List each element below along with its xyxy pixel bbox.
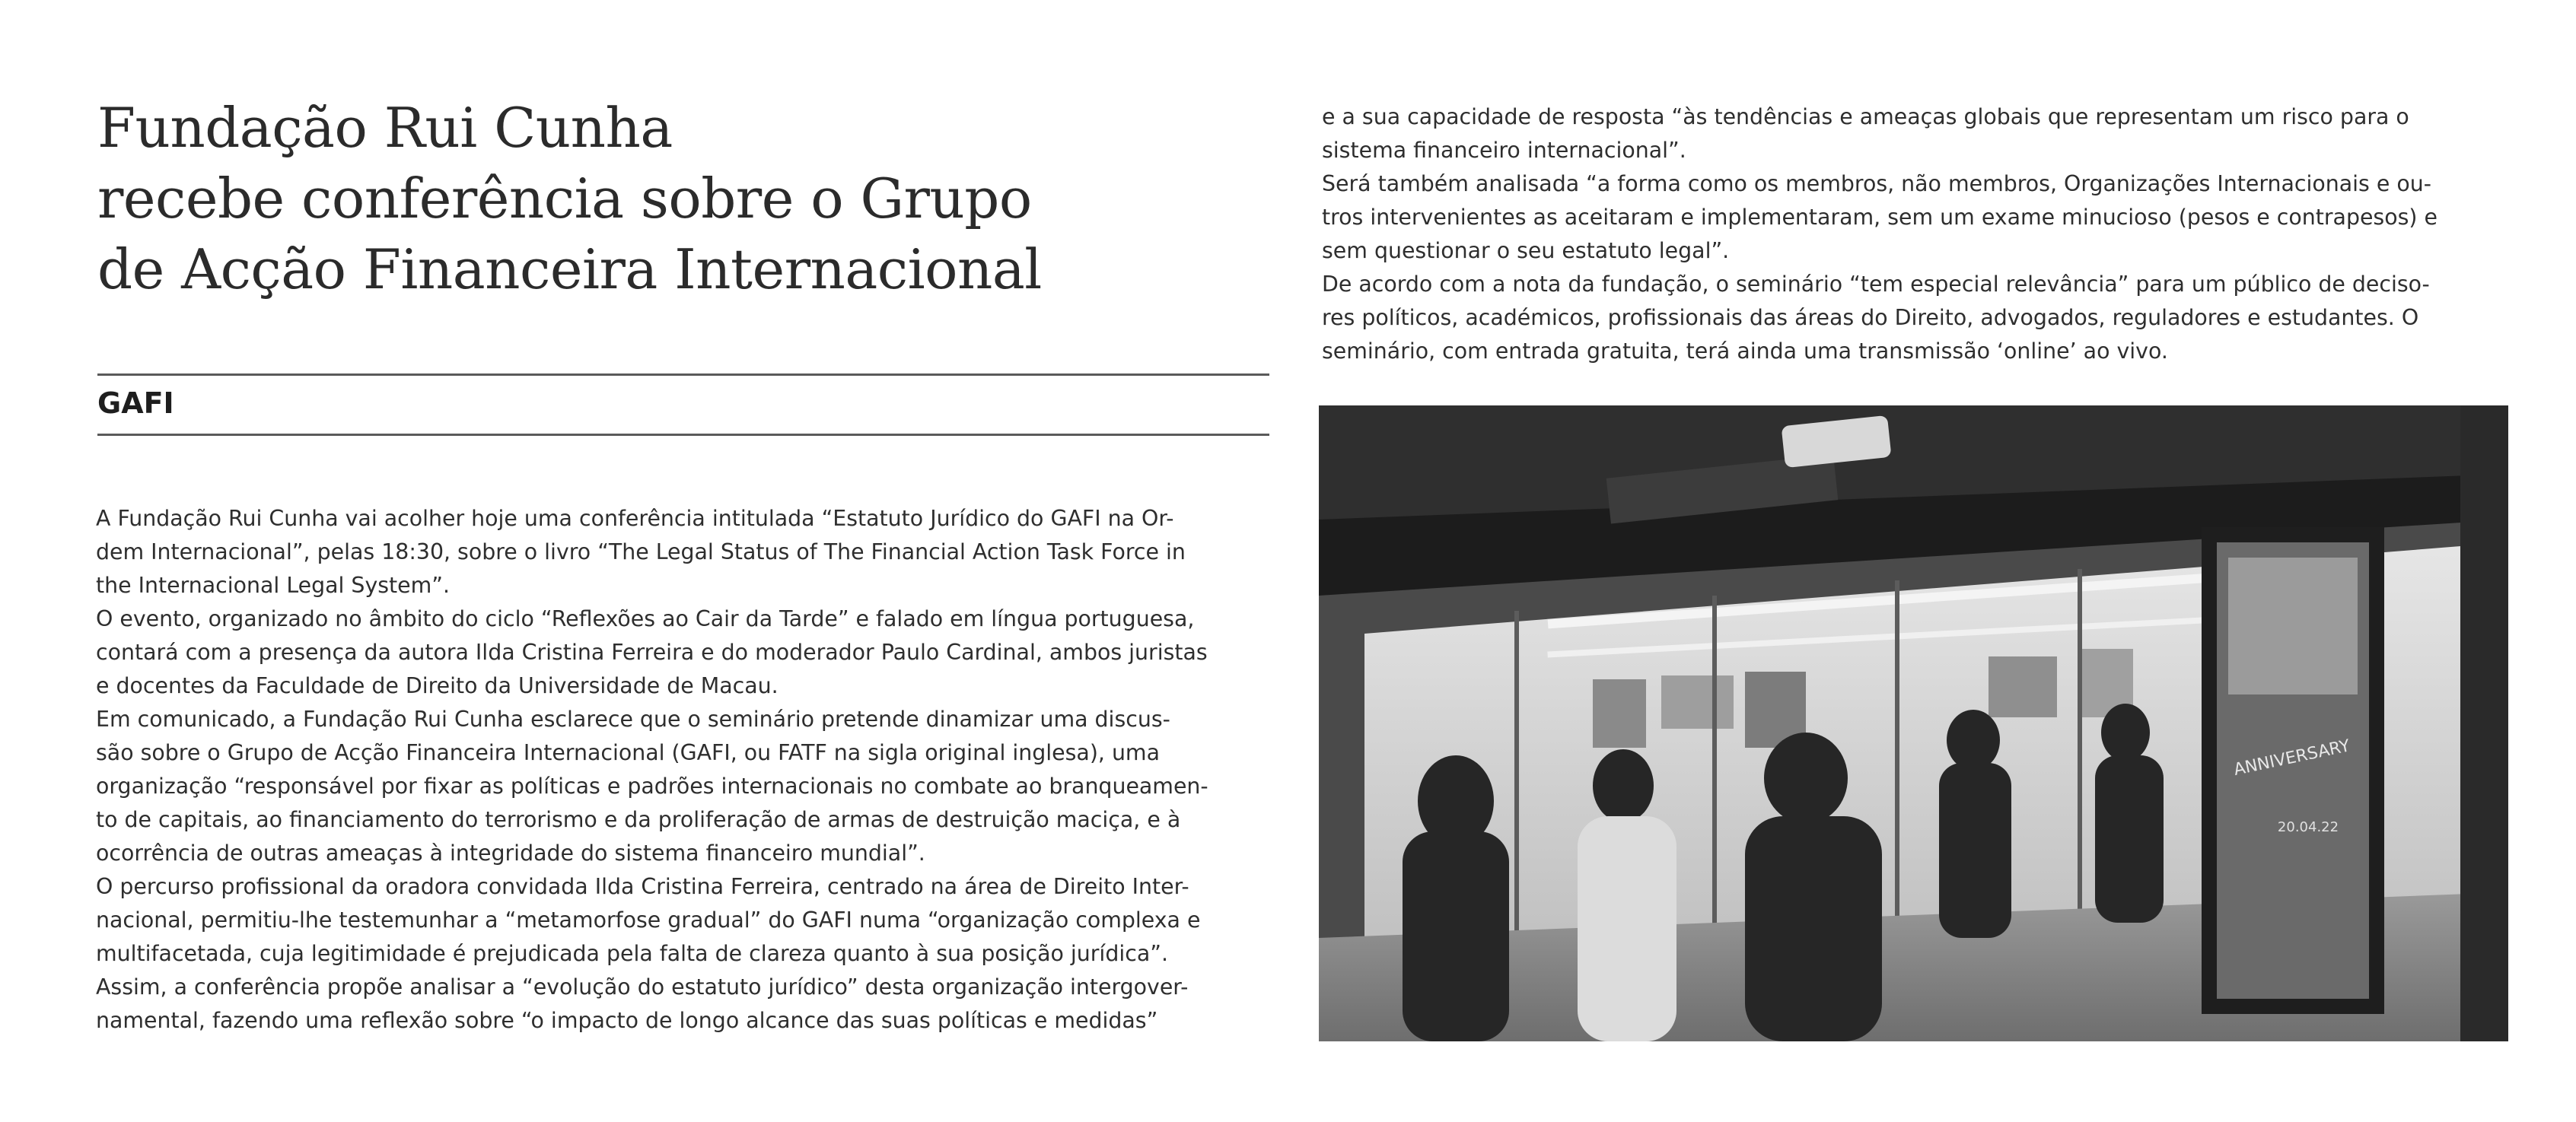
headline-line: Fundação Rui Cunha [97,96,673,160]
body-line: res políticos, académicos, profissionais das áreas do Direito, advogados, reguladores e estudantes. O [1322,305,2419,330]
headline-line: de Acção Financeira Internacional [97,237,1042,301]
headline-line: recebe conferência sobre o Grupo [97,167,1032,230]
body-line: Em comunicado, a Fundação Rui Cunha esclarece que o seminário pretende dinamizar uma discus- [96,707,1170,732]
body-line: Será também analisada “a forma como os membros, não membros, Organizações Internacionais e ou- [1322,171,2431,196]
article-headline [97,93,1285,305]
body-line: tros intervenientes as aceitaram e implementaram, sem um exame minucioso (pesos e contrapesos) e [1322,205,2437,230]
body-line: Assim, a conferência propõe analisar a “evolução do estatuto jurídico” desta organização intergover- [96,974,1189,1000]
body-line: the Internacional Legal System”. [96,573,451,598]
body-line: contará com a presença da autora Ilda Cristina Ferreira e do moderador Paulo Cardinal, ambos juristas [96,640,1208,665]
article-photo [1319,405,2508,1041]
body-line: organização “responsável por fixar as políticas e padrões internacionais no combate ao branqueamen- [96,774,1208,799]
body-line: nacional, permitiu-lhe testemunhar a “metamorfose gradual” do GAFI numa “organização complexa e [96,907,1201,933]
body-line: e a sua capacidade de resposta “às tendências e ameaças globais que representam um risco para o [1322,104,2409,129]
body-line: to de capitais, ao financiamento do terrorismo e da proliferação de armas de destruição maciça, e à [96,807,1181,832]
body-line: O evento, organizado no âmbito do ciclo “Reflexões ao Cair da Tarde” e falado em língua portuguesa, [96,606,1195,631]
poster-title: ANNIVERSARY [2232,736,2352,780]
body-line: O percurso profissional da oradora convidada Ilda Cristina Ferreira, centrado na área de Direito Inter- [96,874,1189,899]
section-tag: GAFI [97,386,174,420]
body-line: ocorrência de outras ameaças à integridade do sistema financeiro mundial”. [96,841,925,866]
body-line: seminário, com entrada gratuita, terá ainda uma transmissão ‘online’ ao vivo. [1322,339,2168,364]
body-line: A Fundação Rui Cunha vai acolher hoje uma conferência intitulada “Estatuto Jurídico do GAFI na Or- [96,506,1174,531]
body-column-right [1322,100,2509,368]
body-line: multifacetada, cuja legitimidade é prejudicada pela falta de clareza quanto à sua posição jurídica”. [96,941,1168,966]
body-line: dem Internacional”, pelas 18:30, sobre o livro “The Legal Status of The Financial Action Task Force in [96,539,1186,564]
poster-date: 20.04.22 [2277,819,2339,835]
body-line: namental, fazendo uma reflexão sobre “o impacto de longo alcance das suas políticas e medidas” [96,1008,1158,1033]
body-line: e docentes da Faculdade de Direito da Universidade de Macau. [96,673,779,698]
body-line: sistema financeiro internacional”. [1322,138,1686,163]
section-divider-top [97,373,1269,376]
body-line: De acordo com a nota da fundação, o seminário “tem especial relevância” para um público de deciso- [1322,272,2430,297]
body-line: são sobre o Grupo de Acção Financeira Internacional (GAFI, ou FATF na sigla original inglesa), uma [96,740,1160,765]
body-column-left [96,502,1272,1038]
body-line: sem questionar o seu estatuto legal”. [1322,238,1730,263]
section-divider-bottom [97,434,1269,436]
